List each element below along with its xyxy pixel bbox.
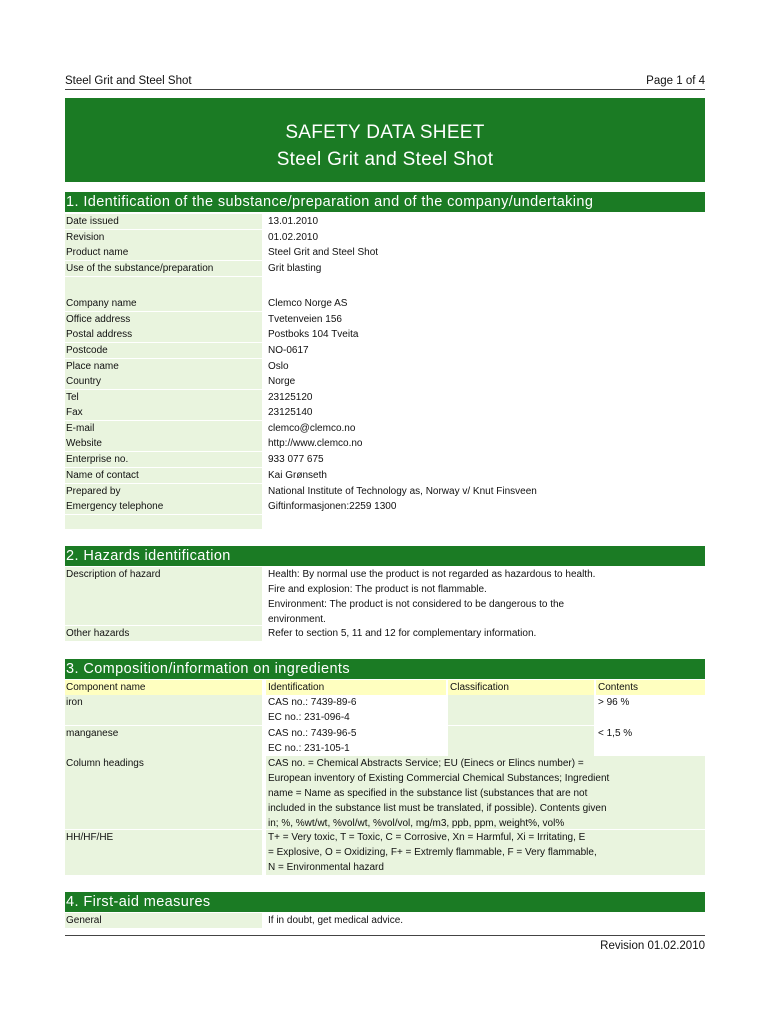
component-contents: < 1,5 %	[596, 726, 705, 756]
identification-line: EC no.: 231-105-1	[268, 743, 350, 754]
column-header: Classification	[448, 680, 594, 695]
info-label: Date issued	[65, 214, 262, 229]
company-row	[65, 296, 705, 311]
company-value: NO-0617	[266, 343, 705, 358]
explanation-line: in; %, %wt/wt, %vol/wt, %vol/vol, mg/m3, ppb, ppm, weight%, vol%	[268, 818, 565, 829]
company-label: Emergency telephone	[65, 499, 262, 514]
company-value: Clemco Norge AS	[266, 296, 705, 311]
info-label: Revision	[65, 230, 262, 245]
other-hazards-value: Refer to section 5, 11 and 12 for complementary information.	[266, 626, 705, 641]
company-value: 23125120	[266, 390, 705, 405]
company-value: Postboks 104 Tveita	[266, 327, 705, 342]
first-aid-value: If in doubt, get medical advice.	[266, 913, 705, 928]
info-row	[65, 230, 705, 245]
company-value: Norge	[266, 374, 705, 389]
company-value: Kai Grønseth	[266, 468, 705, 483]
first-aid-row	[65, 913, 705, 928]
hazard-description-value	[266, 567, 705, 625]
explanation-line: included in the substance list must be translated, if possible). Contents given	[268, 803, 607, 814]
explanation-line: N = Environmental hazard	[268, 862, 384, 873]
explanation-line: T+ = Very toxic, T = Toxic, C = Corrosive, Xn = Harmful, Xi = Irritating, E	[268, 832, 586, 843]
company-label: Postal address	[65, 327, 262, 342]
company-row	[65, 405, 705, 420]
info-value: Steel Grit and Steel Shot	[266, 245, 705, 260]
company-label: Prepared by	[65, 484, 262, 499]
company-label: E-mail	[65, 421, 262, 436]
identification-line: CAS no.: 7439-89-6	[268, 697, 357, 708]
footer-divider	[65, 935, 705, 936]
company-row	[65, 359, 705, 374]
info-label: Product name	[65, 245, 262, 260]
hh-hf-he-value	[266, 830, 705, 875]
company-value: Giftinformasjonen:2259 1300	[266, 499, 705, 514]
company-label: Name of contact	[65, 468, 262, 483]
company-value: National Institute of Technology as, Norway v/ Knut Finsveen	[266, 484, 705, 499]
other-hazards-label: Other hazards	[65, 626, 262, 641]
hazard-line: environment.	[268, 614, 326, 625]
section-4-heading: 4. First-aid measures	[65, 892, 705, 912]
explanation-line: name = Name as specified in the substance list (substances that are not	[268, 788, 588, 799]
spacer-cell	[65, 515, 262, 529]
company-row	[65, 484, 705, 499]
column-header: Component name	[65, 680, 262, 695]
header-document-title: Steel Grit and Steel Shot	[65, 75, 192, 87]
company-label: Enterprise no.	[65, 452, 262, 467]
company-label: Country	[65, 374, 262, 389]
component-classification	[448, 726, 594, 756]
company-label: Company name	[65, 296, 262, 311]
company-value: clemco@clemco.no	[266, 421, 705, 436]
explanation-line: European inventory of Existing Commercial Chemical Substances; Ingredient	[268, 773, 610, 784]
header-page-number: Page 1 of 4	[646, 75, 705, 87]
company-row	[65, 374, 705, 389]
company-value: http://www.clemco.no	[266, 436, 705, 451]
explanation-line: = Explosive, O = Oxidizing, F+ = Extremly flammable, F = Very flammable,	[268, 847, 597, 858]
banner-title: SAFETY DATA SHEET	[285, 122, 485, 143]
company-label: Tel	[65, 390, 262, 405]
other-hazards-row	[65, 626, 705, 641]
company-label: Postcode	[65, 343, 262, 358]
hh-hf-he-row	[65, 830, 705, 875]
explanation-line: CAS no. = Chemical Abstracts Service; EU (Einecs or Elincs number) =	[268, 758, 584, 769]
hazard-line: Environment: The product is not considered to be dangerous to the	[268, 599, 565, 610]
company-label: Place name	[65, 359, 262, 374]
hh-hf-he-label: HH/HF/HE	[65, 830, 262, 875]
page-header	[65, 75, 705, 89]
company-label: Office address	[65, 312, 262, 327]
info-value: 13.01.2010	[266, 214, 705, 229]
component-name: manganese	[65, 726, 262, 756]
component-row	[65, 695, 705, 725]
section-1-heading: 1. Identification of the substance/preparation and of the company/undertaking	[65, 192, 705, 212]
component-name: iron	[65, 695, 262, 725]
component-identification	[266, 726, 446, 756]
company-value: Tvetenveien 156	[266, 312, 705, 327]
section-2-heading: 2. Hazards identification	[65, 546, 705, 566]
hazard-line: Health: By normal use the product is not regarded as hazardous to health.	[268, 569, 596, 580]
column-header: Identification	[266, 680, 446, 695]
composition-header-row	[65, 680, 705, 695]
hazard-description-row	[65, 567, 705, 625]
first-aid-label: General	[65, 913, 262, 928]
spacer-cell	[65, 277, 262, 296]
company-value: 23125140	[266, 405, 705, 420]
banner-product: Steel Grit and Steel Shot	[276, 149, 494, 170]
company-row	[65, 343, 705, 358]
component-classification	[448, 695, 594, 725]
footer-revision: Revision 01.02.2010	[600, 940, 705, 952]
title-banner	[65, 98, 705, 182]
info-value: Grit blasting	[266, 261, 705, 276]
component-contents: > 96 %	[596, 695, 705, 725]
info-row	[65, 261, 705, 276]
info-row	[65, 245, 705, 260]
info-label: Use of the substance/preparation	[65, 261, 262, 276]
info-value: 01.02.2010	[266, 230, 705, 245]
hazard-line: Fire and explosion: The product is not flammable.	[268, 584, 487, 595]
company-value: Oslo	[266, 359, 705, 374]
company-value: 933 077 675	[266, 452, 705, 467]
company-row	[65, 452, 705, 467]
company-row	[65, 421, 705, 436]
component-identification	[266, 695, 446, 725]
company-label: Website	[65, 436, 262, 451]
company-row	[65, 390, 705, 405]
header-divider	[65, 89, 705, 90]
section-3-heading: 3. Composition/information on ingredients	[65, 659, 705, 679]
company-row	[65, 468, 705, 483]
column-header: Contents	[596, 680, 705, 695]
company-row	[65, 499, 705, 514]
column-headings-row	[65, 756, 705, 829]
company-row	[65, 327, 705, 342]
info-row	[65, 214, 705, 229]
company-label: Fax	[65, 405, 262, 420]
column-headings-label: Column headings	[65, 756, 262, 829]
company-row	[65, 436, 705, 451]
identification-line: CAS no.: 7439-96-5	[268, 728, 357, 739]
component-row	[65, 726, 705, 756]
identification-line: EC no.: 231-096-4	[268, 712, 350, 723]
hazard-description-label: Description of hazard	[65, 567, 262, 625]
column-headings-value	[266, 756, 705, 829]
company-row	[65, 312, 705, 327]
